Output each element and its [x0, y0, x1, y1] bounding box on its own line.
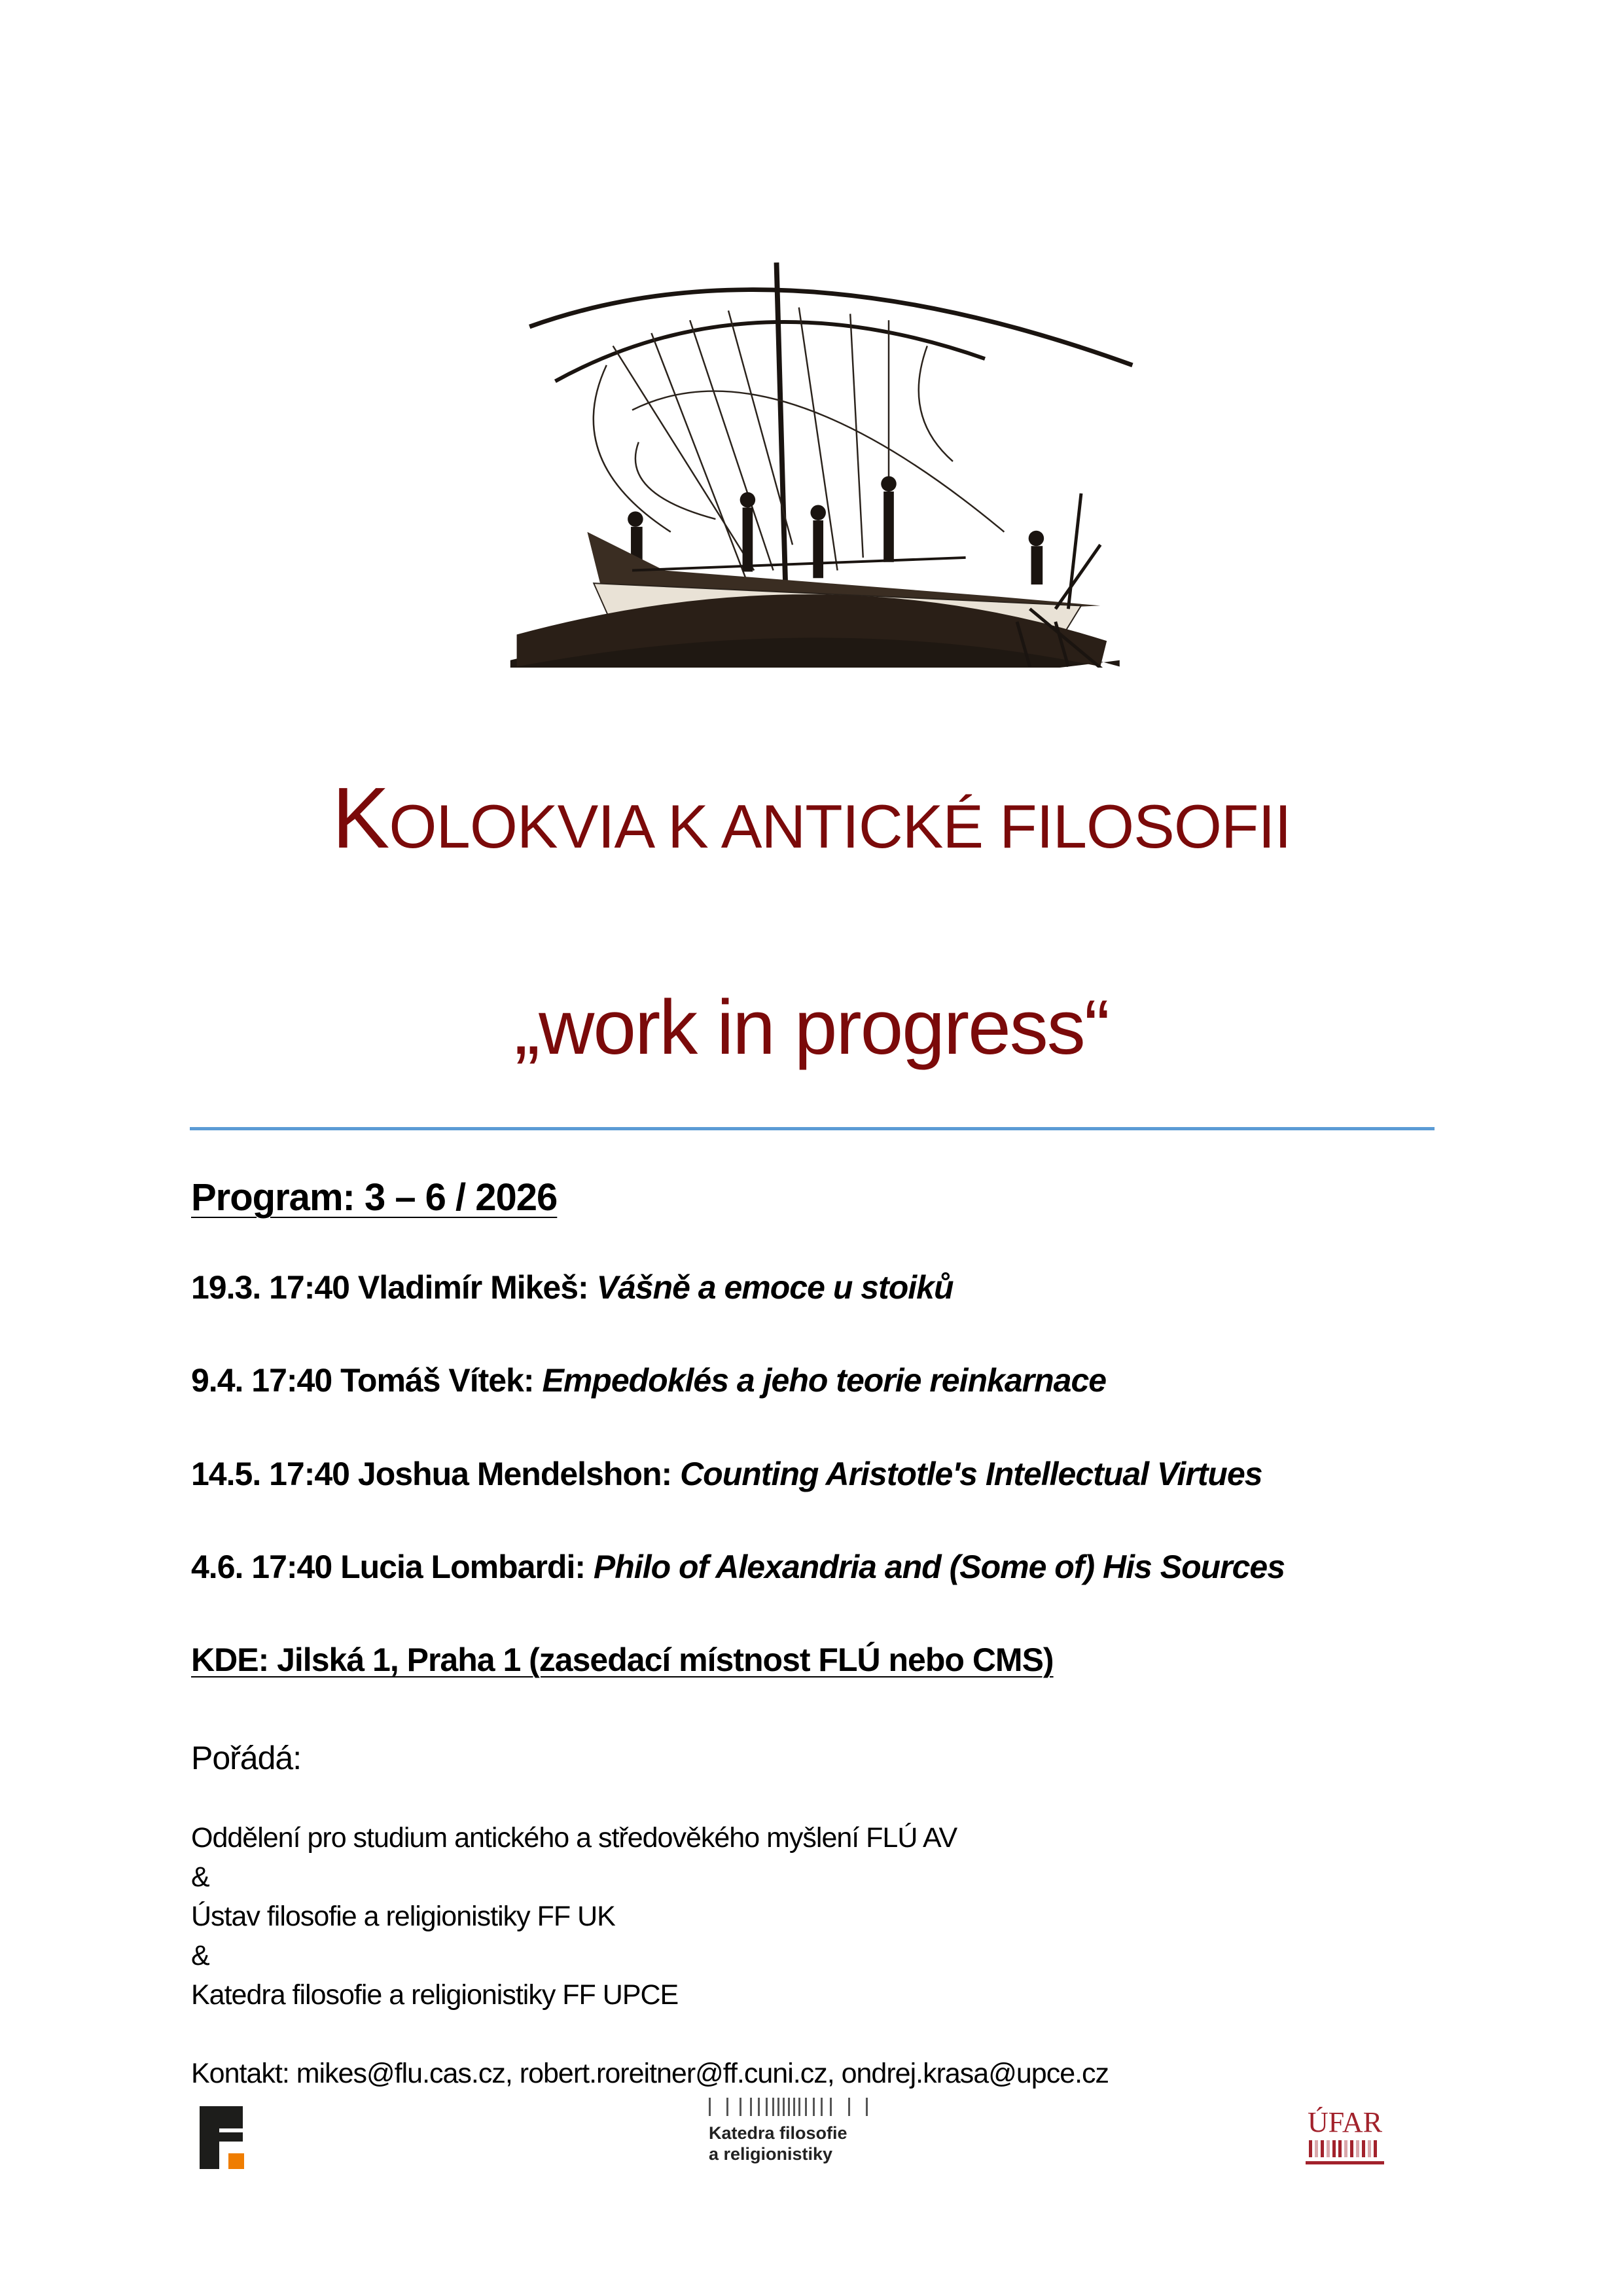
event-speaker: Lucia Lombardi:	[340, 1549, 585, 1585]
contact-line: Kontakt: mikes@flu.cas.cz, robert.roreitner@ff.cuni.cz, ondrej.krasa@upce.cz	[191, 2058, 1109, 2089]
program-heading: Program: 3 – 6 / 2026	[191, 1176, 558, 1219]
ufar-bars-icon	[1309, 2140, 1381, 2157]
organizer-ampersand: &	[191, 1861, 209, 1893]
event-item	[191, 1266, 954, 1308]
katedra-logo-line1: Katedra filosofie	[709, 2123, 847, 2143]
event-datetime: 19.3. 17:40	[191, 1269, 349, 1306]
organizers-label: Pořádá:	[191, 1740, 302, 1776]
ufar-logo	[1306, 2106, 1391, 2172]
event-speaker: Tomáš Vítek:	[340, 1362, 543, 1399]
event-talk-title: Vášně a emoce u stoiků	[596, 1269, 954, 1306]
event-talk-title: Empedoklés a jeho teorie reinkarnace	[542, 1362, 1107, 1399]
orange-square-icon	[228, 2153, 244, 2169]
barcode-ticks-icon	[709, 2098, 879, 2116]
organizer-line: Oddělení pro studium antického a středověkého myšlení FLÚ AV	[191, 1822, 957, 1854]
title-first-word-rest: OLOKVIA	[389, 792, 651, 861]
organizer-ampersand: &	[191, 1940, 209, 1971]
divider	[190, 1127, 1435, 1130]
location-text: KDE: Jilská 1, Praha 1 (zasedací místnost FLÚ nebo CMS)	[191, 1641, 1054, 1678]
organizer-line: Ústav filosofie a religionistiky FF UK	[191, 1901, 615, 1932]
title-first-letter: K	[332, 770, 389, 866]
subtitle: „work in progress“	[514, 984, 1109, 1071]
ship-illustration	[504, 249, 1145, 668]
event-talk-title: Philo of Alexandria and (Some of) His Sources	[593, 1549, 1285, 1585]
event-datetime: 4.6. 17:40	[191, 1549, 332, 1585]
title-rest: K ANTICKÉ FILOSOFII	[651, 792, 1291, 861]
katedra-logo	[709, 2098, 905, 2170]
flu-f-logo	[200, 2106, 244, 2169]
event-item	[191, 1546, 1285, 1588]
event-datetime: 14.5. 17:40	[191, 1456, 349, 1492]
event-item	[191, 1359, 1106, 1401]
event-item	[191, 1453, 1262, 1495]
ufar-logo-text: ÚFAR	[1307, 2106, 1383, 2138]
event-talk-title: Counting Aristotle's Intellectual Virtues	[680, 1456, 1262, 1492]
event-datetime: 9.4. 17:40	[191, 1362, 332, 1399]
page-title	[0, 772, 1623, 872]
event-speaker: Joshua Mendelshon:	[357, 1456, 681, 1492]
event-speaker: Vladimír Mikeš:	[357, 1269, 588, 1306]
katedra-logo-line2: a religionistiky	[709, 2144, 833, 2164]
location	[191, 1639, 1054, 1681]
organizer-line: Katedra filosofie a religionistiky FF UPCE	[191, 1979, 679, 2011]
